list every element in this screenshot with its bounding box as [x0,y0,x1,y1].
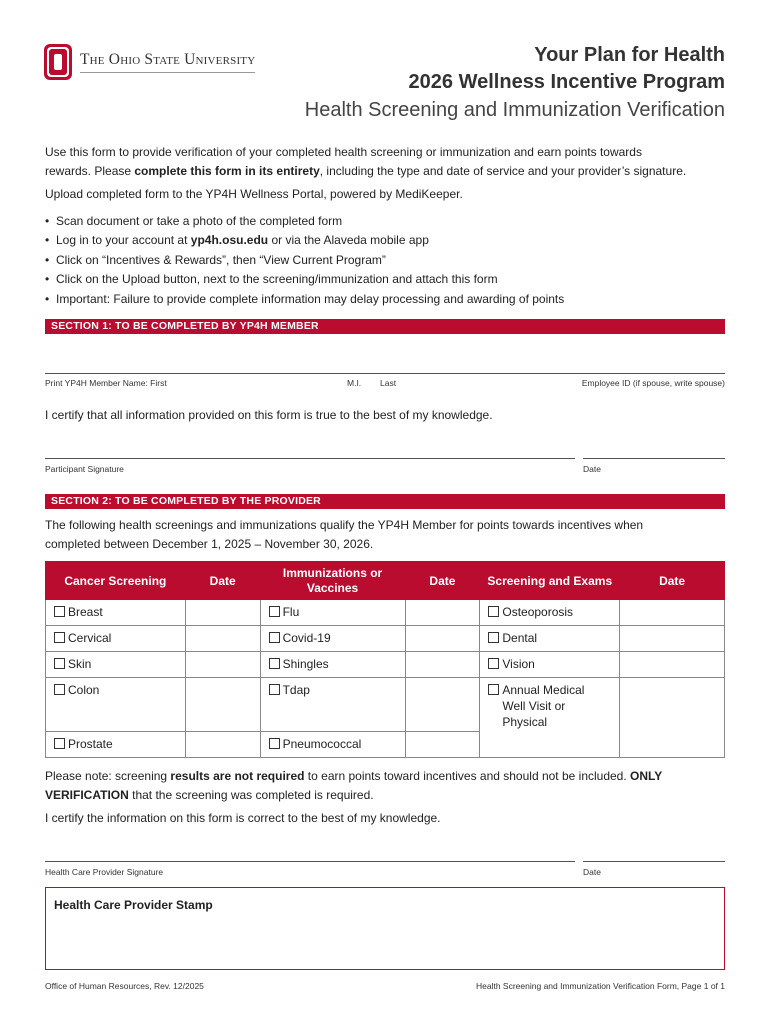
member-certification: I certify that all information provided on this form is true to the best of my knowledge. [45,408,493,422]
participant-date-field[interactable] [583,458,725,459]
provider-signature-field[interactable] [45,861,575,862]
pneumococcal-checkbox[interactable] [269,738,280,749]
prostate-checkbox[interactable] [54,738,65,749]
university-wordmark: The Ohio State University [80,51,255,73]
skin-checkbox[interactable] [54,658,65,669]
tdap-checkbox[interactable] [269,684,280,695]
provider-certification: I certify the information on this form is correct to the best of my knowledge. [45,811,441,825]
table-row: Prostate Pneumococcal [46,732,725,758]
annual-medical-checkbox[interactable] [488,684,499,695]
section2-description: The following health screenings and immunizations qualify the YP4H Member for points towards incentives when completed between December 1, 2025 – November 30, 2026. [45,518,644,551]
shingles-checkbox[interactable] [269,658,280,669]
plan-title: Your Plan for Health [534,44,725,66]
list-item: • Important: Failure to provide complete information may delay processing and awarding of points [45,290,564,309]
osteoporosis-checkbox[interactable] [488,606,499,617]
employee-id-label: Employee ID (if spouse, write spouse) [581,378,725,388]
upload-steps-list [45,212,564,309]
last-name-label: Last [380,378,397,388]
colon-checkbox[interactable] [54,684,65,695]
column-header: Screening and Exams [480,562,620,600]
provider-date-label: Date [583,867,601,877]
vision-date-cell[interactable] [620,652,725,678]
first-name-label: Print YP4H Member Name: First [45,378,167,388]
list-item: • Click on “Incentives & Rewards”, then “View Current Program” [45,251,564,270]
table-row: Skin Shingles Vision [46,652,725,678]
flu-date-cell[interactable] [405,600,480,626]
breast-checkbox[interactable] [54,606,65,617]
table-row: Colon Tdap Annual Medical Well Visit or Physical [46,678,725,732]
provider-signature-label: Health Care Provider Signature [45,867,164,877]
middle-initial-label: M.I. [347,378,362,388]
column-header: Immunizations or Vaccines [260,562,405,600]
column-header: Date [620,562,725,600]
prostate-date-cell[interactable] [185,732,260,758]
provider-stamp-label: Health Care Provider Stamp [54,898,213,912]
column-header: Date [185,562,260,600]
page-title-block [305,42,725,124]
list-item: • Click on the Upload button, next to the screening/immunization and attach this form [45,270,564,289]
screening-table [45,561,725,758]
vision-checkbox[interactable] [488,658,499,669]
skin-date-cell[interactable] [185,652,260,678]
dental-checkbox[interactable] [488,632,499,643]
annual-medical-date-cell[interactable] [620,678,725,758]
provider-date-field[interactable] [583,861,725,862]
cervical-date-cell[interactable] [185,626,260,652]
dental-date-cell[interactable] [620,626,725,652]
pneumococcal-date-cell[interactable] [405,732,480,758]
block-o-icon [44,44,72,80]
member-name-field[interactable] [45,373,725,374]
provider-stamp-box[interactable] [45,887,725,970]
shingles-date-cell[interactable] [405,652,480,678]
program-title: 2026 Wellness Incentive Program [408,71,725,93]
upload-instructions: Upload completed form to the YP4H Wellness Portal, powered by MediKeeper. [45,187,463,201]
list-item: • Log in to your account at yp4h.osu.edu or via the Alaveda mobile app [45,231,564,250]
intro-paragraph: Use this form to provide verification of your completed health screening or immunization and earn points towards rewards. Please complete this form in its entirety, including the type and date of service and your provider’s signature. [45,145,687,178]
participant-signature-field[interactable] [45,458,575,459]
column-header: Date [405,562,480,600]
portal-link[interactable]: yp4h.osu.edu [190,233,269,248]
results-note: Please note: screening results are not required to earn points toward incentives and should not be included. ONLY VERIFICATION that the screening was completed is required. [45,769,663,802]
table-row: Breast Flu Osteoporosis [46,600,725,626]
tdap-date-cell[interactable] [405,678,480,732]
column-header: Cancer Screening [46,562,186,600]
university-logo [44,44,255,80]
footer-right: Health Screening and Immunization Verification Form, Page 1 of 1 [476,981,725,991]
participant-signature-label: Participant Signature [45,464,124,474]
table-row: Cervical Covid-19 Dental [46,626,725,652]
cervical-checkbox[interactable] [54,632,65,643]
colon-date-cell[interactable] [185,678,260,732]
flu-checkbox[interactable] [269,606,280,617]
covid-checkbox[interactable] [269,632,280,643]
section1-header: SECTION 1: TO BE COMPLETED BY YP4H MEMBER [45,319,725,334]
form-title: Health Screening and Immunization Verification [304,99,725,121]
list-item: • Scan document or take a photo of the completed form [45,212,564,231]
breast-date-cell[interactable] [185,600,260,626]
footer-left: Office of Human Resources, Rev. 12/2025 [45,981,204,991]
covid-date-cell[interactable] [405,626,480,652]
osteoporosis-date-cell[interactable] [620,600,725,626]
section2-header: SECTION 2: TO BE COMPLETED BY THE PROVIDER [45,494,725,509]
participant-date-label: Date [583,464,601,474]
